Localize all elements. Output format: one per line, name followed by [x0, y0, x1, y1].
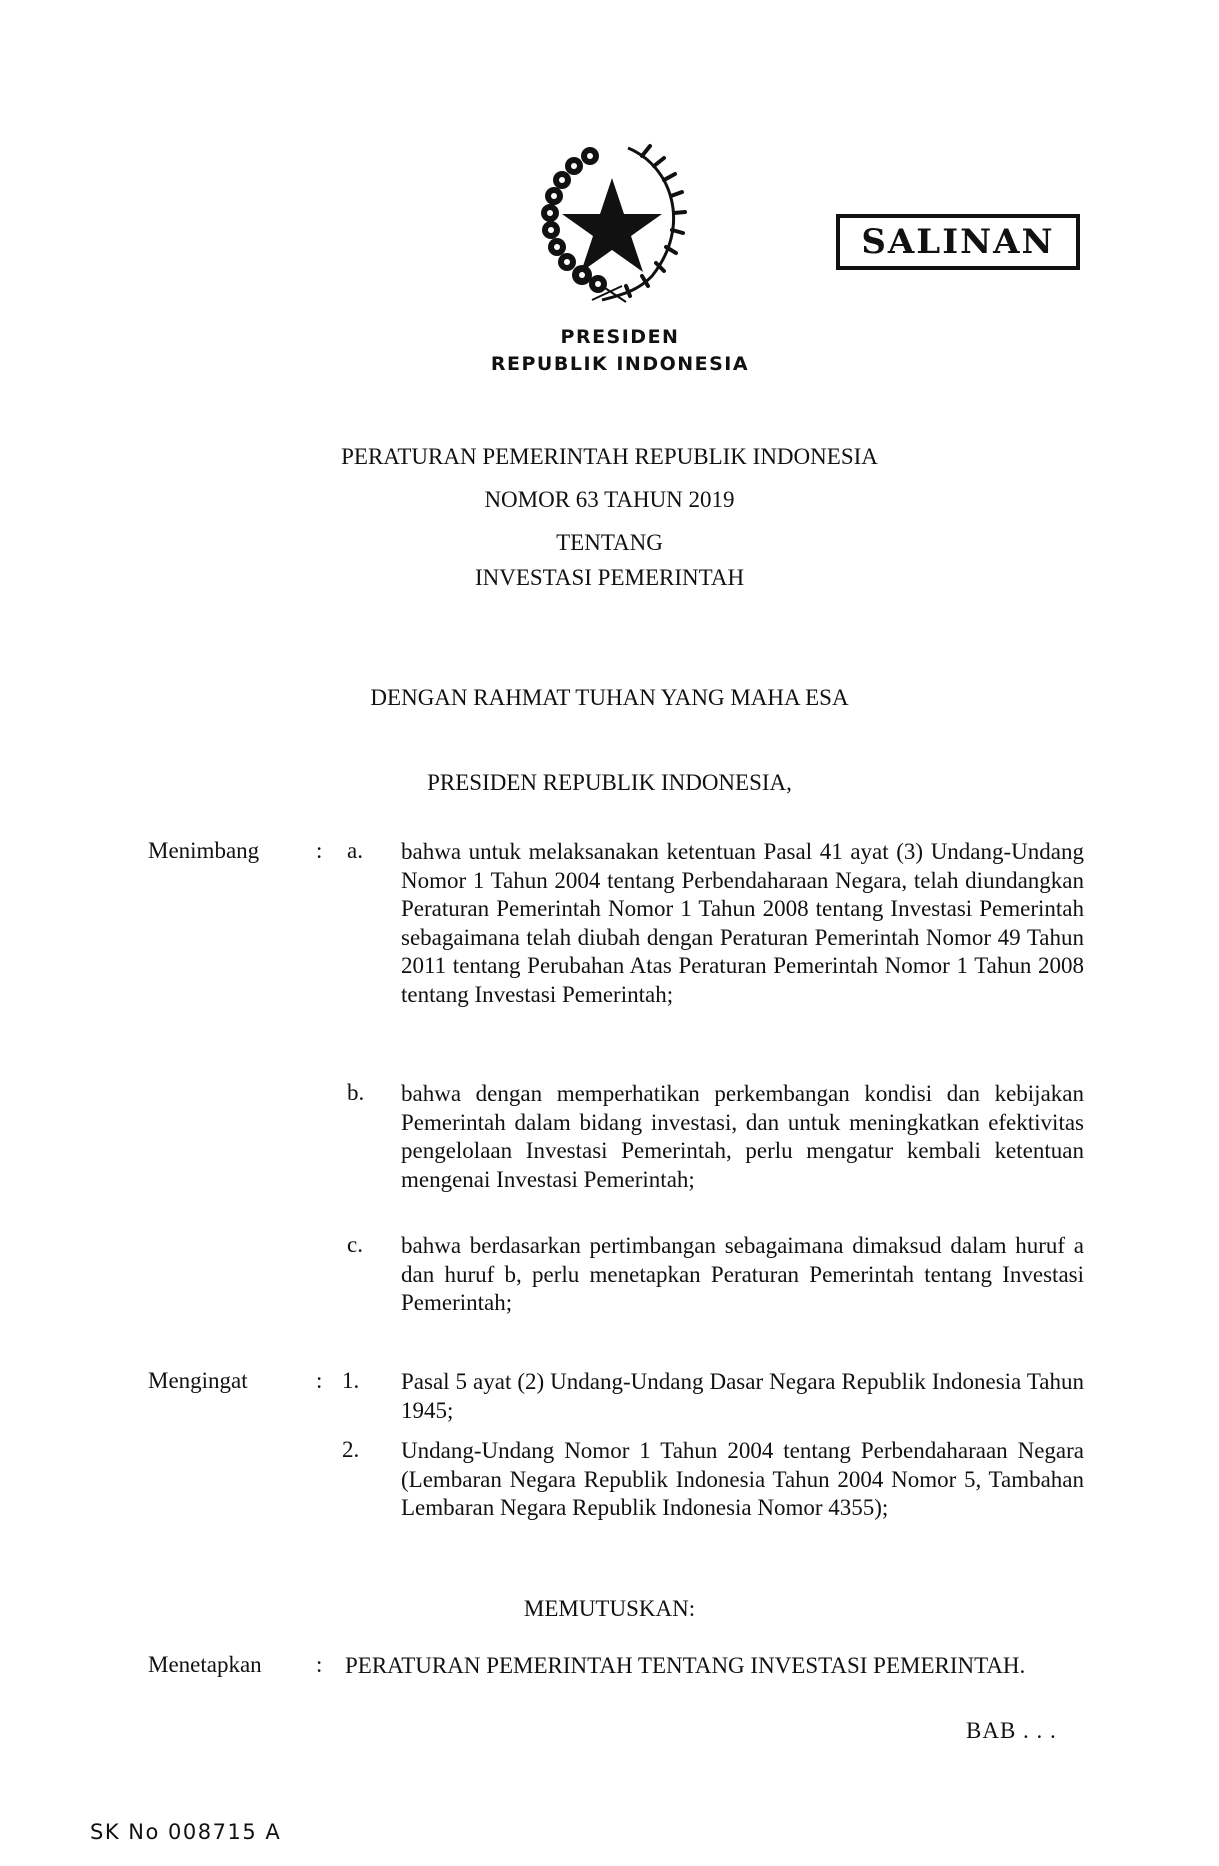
menimbang-colon: : — [316, 838, 323, 863]
mengingat-marker-1: 1. — [342, 1368, 360, 1393]
menetapkan-label: Menetapkan — [148, 1652, 262, 1677]
menimbang-item-a: bahwa untuk melaksanakan ketentuan Pasal 41 ayat (3) Undang-Undang Nomor 1 Tahun 2004 tentang Perbendaharaan Negara, telah diundangkan Peraturan Pemerintah Nomor 1 Tahun 2008 tentang Investasi Pemerintah sebagaimana telah diubah dengan Peraturan Pemerintah Nomor 49 Tahun 2011 tentang Perubahan Atas Peraturan Pemerintah Nomor 1 Tahun 2008 tentang Investasi Pemerintah; — [401, 839, 1084, 1007]
mengingat-item-2: Undang-Undang Nomor 1 Tahun 2004 tentang Perbendaharaan Negara (Lembaran Negara Republik Indonesia Tahun 2004 Nomor 5, Tambahan Lembaran Negara Republik Indonesia Nomor 4355); — [401, 1438, 1084, 1521]
menimbang-marker-b: b. — [347, 1080, 365, 1105]
regulation-tentang: TENTANG — [556, 530, 663, 555]
menimbang-item-b: bahwa dengan memperhatikan perkembangan kondisi dan kebijakan Pemerintah dalam bidang investasi, dan untuk meningkatkan efektivitas pengelolaan Investasi Pemerintah, perlu mengatur kembali ketentuan mengenai Investasi Pemerintah; — [401, 1081, 1084, 1192]
menimbang-label: Menimbang — [148, 838, 260, 863]
emblem-caption-republik: REPUBLIK INDONESIA — [490, 353, 750, 375]
regulation-number: NOMOR 63 TAHUN 2019 — [484, 487, 735, 512]
invocation: DENGAN RAHMAT TUHAN YANG MAHA ESA — [370, 685, 849, 710]
serial-number: SK No 008715 A — [90, 1820, 282, 1844]
salinan-stamp: SALINAN — [836, 214, 1080, 270]
mengingat-marker-2: 2. — [342, 1437, 360, 1462]
mengingat-item-1: Pasal 5 ayat (2) Undang-Undang Dasar Negara Republik Indonesia Tahun 1945; — [401, 1369, 1084, 1423]
menimbang-item-c: bahwa berdasarkan pertimbangan sebagaimana dimaksud dalam huruf a dan huruf b, perlu menetapkan Peraturan Pemerintah tentang Investasi Pemerintah; — [401, 1233, 1084, 1316]
menetapkan-text: PERATURAN PEMERINTAH TENTANG INVESTASI PEMERINTAH. — [345, 1653, 1026, 1678]
mengingat-label: Mengingat — [148, 1368, 248, 1393]
regulation-subject: INVESTASI PEMERINTAH — [474, 565, 745, 590]
menimbang-marker-c: c. — [347, 1232, 363, 1257]
regulation-title: PERATURAN PEMERINTAH REPUBLIK INDONESIA — [341, 444, 878, 469]
menetapkan-colon: : — [316, 1652, 323, 1677]
issuer: PRESIDEN REPUBLIK INDONESIA, — [427, 770, 792, 795]
emblem-caption-presiden: PRESIDEN — [560, 326, 680, 348]
menimbang-marker-a: a. — [347, 838, 363, 863]
mengingat-colon: : — [316, 1368, 323, 1393]
presidential-emblem-icon — [532, 136, 692, 304]
decision-heading: MEMUTUSKAN: — [523, 1596, 696, 1621]
continuation-marker: BAB . . . — [966, 1718, 1057, 1743]
